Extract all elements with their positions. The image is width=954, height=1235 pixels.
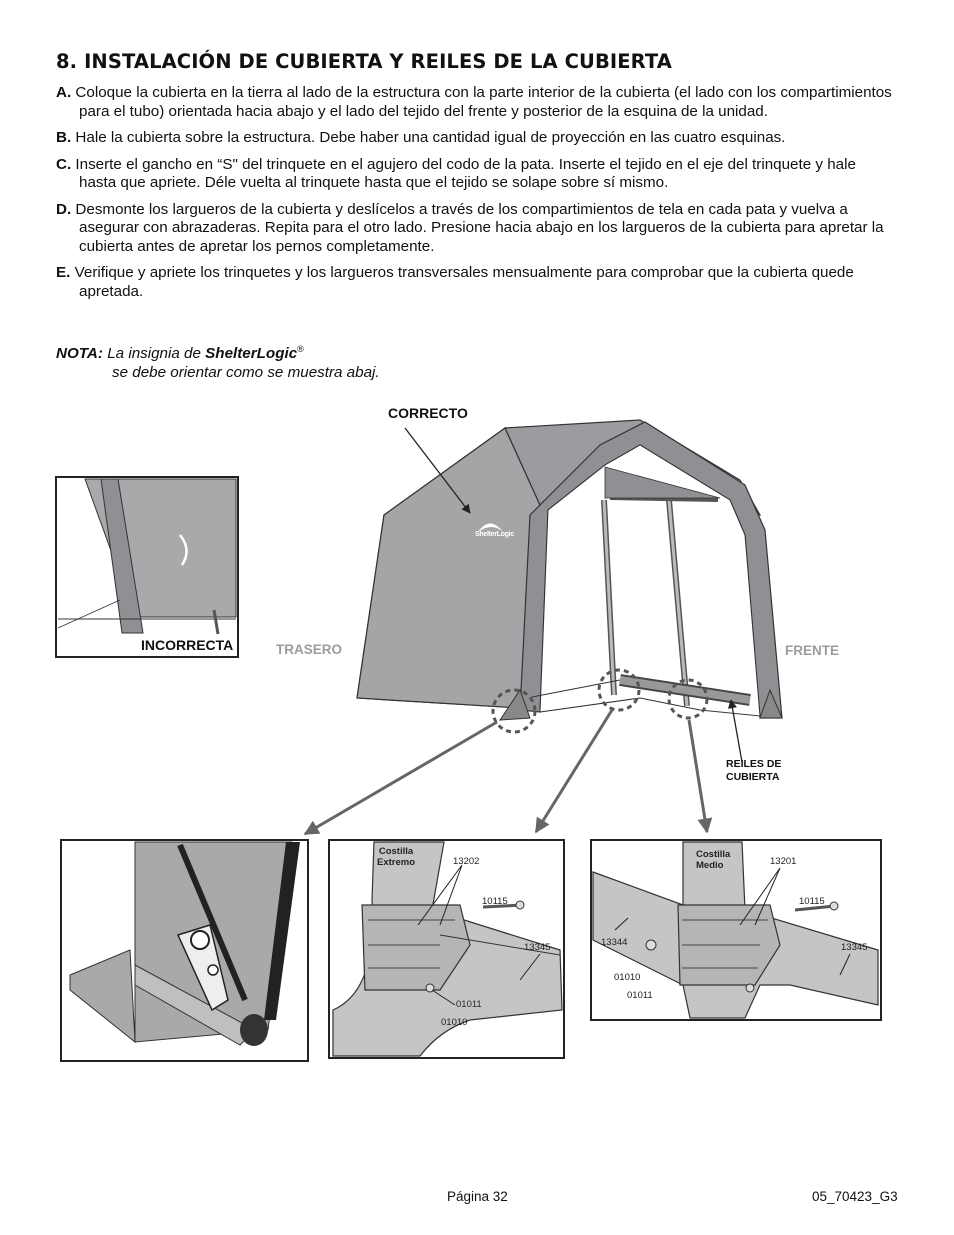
step-text: Verifique y apriete los trinquetes y los largueros transversales mensualmente para comprobar que la cubierta quede apretada. xyxy=(74,264,854,300)
note-label: NOTA: xyxy=(56,345,103,363)
shelterlogic-logo: ShelterLogic xyxy=(475,531,514,538)
step-letter: D. xyxy=(56,200,72,218)
rails-label-line-1: REILES DE xyxy=(726,758,782,770)
step-letter: B. xyxy=(56,129,72,146)
document-code: 05_70423_G3 xyxy=(812,1189,898,1204)
part-01010-mid: 01010 xyxy=(614,972,641,983)
incorrect-inset-drawing xyxy=(56,477,238,657)
rear-label: TRASERO xyxy=(276,642,343,657)
end-rib-title-line-2: Extremo xyxy=(377,857,416,868)
part-01010-end: 01010 xyxy=(441,1017,468,1028)
note-text-2: se debe orientar como se muestra abaj. xyxy=(112,364,380,382)
mid-rib-title-line-1: Costilla xyxy=(696,849,731,860)
rails-label-line-2: CUBIERTA xyxy=(726,771,780,783)
part-13345-end: 13345 xyxy=(524,942,551,953)
mid-rib-title-line-2: Medio xyxy=(696,860,724,871)
rails-label xyxy=(726,758,781,784)
step-text: Coloque la cubierta en la tierra al lado de la estructura con la parte interior de la cubierta (el lado con los compartimientos para el tubo) orientada hacia abajo y el lado del tejido del frente y posterior de la esquina de la unidad. xyxy=(75,84,892,120)
front-label: FRENTE xyxy=(785,643,839,658)
part-13344: 13344 xyxy=(601,937,628,948)
step-letter: E. xyxy=(56,264,71,281)
part-13202: 13202 xyxy=(453,856,480,867)
note-text-1: La insignia de xyxy=(107,345,201,363)
end-rib-title xyxy=(377,846,415,868)
part-10115-mid: 10115 xyxy=(799,896,825,907)
shelter-main-drawing xyxy=(305,420,782,834)
end-rib-title-line-1: Costilla xyxy=(378,846,414,857)
note-brand: ShelterLogic xyxy=(205,345,298,363)
step-text: Desmonte los largueros de la cubierta y deslícelos a través de los compartimientos de tela en cada pata y vuelva a asegurar con abrazaderas. Repita para el otro lado. Presione hacia abajo en los largueros de la cubierta para apretar la cubierta antes de apretar los pernos completamente. xyxy=(75,200,884,255)
part-10115-end: 10115 xyxy=(482,896,508,907)
part-13201: 13201 xyxy=(770,856,797,867)
incorrect-label: INCORRECTA xyxy=(141,637,234,653)
part-13345-mid: 13345 xyxy=(841,942,868,953)
step-letter: A. xyxy=(56,84,72,101)
step-text: Inserte el gancho en “S" del trinquete en el agujero del codo de la pata. Inserte el tejido en el eje del trinquete y hale hasta que apriete. Déle vuelta al trinquete hasta que el tejido se solape sobre sí mismo. xyxy=(75,155,856,191)
step-text: Hale la cubierta sobre la estructura. Debe haber una cantidad igual de proyección en las cuatro esquinas. xyxy=(75,129,786,146)
note-registered-mark: ® xyxy=(297,344,304,354)
page-number: Página 32 xyxy=(447,1189,508,1204)
part-01011-mid: 01011 xyxy=(627,990,653,1001)
part-01011-end: 01011 xyxy=(456,999,482,1010)
correct-label: CORRECTO xyxy=(388,405,468,421)
step-letter: C. xyxy=(56,155,72,173)
section-title: 8. INSTALACIÓN DE CUBIERTA Y REILES DE LA CUBIERTA xyxy=(56,50,673,73)
mid-rib-title xyxy=(696,849,730,871)
ratchet-detail-drawing xyxy=(61,840,308,1061)
